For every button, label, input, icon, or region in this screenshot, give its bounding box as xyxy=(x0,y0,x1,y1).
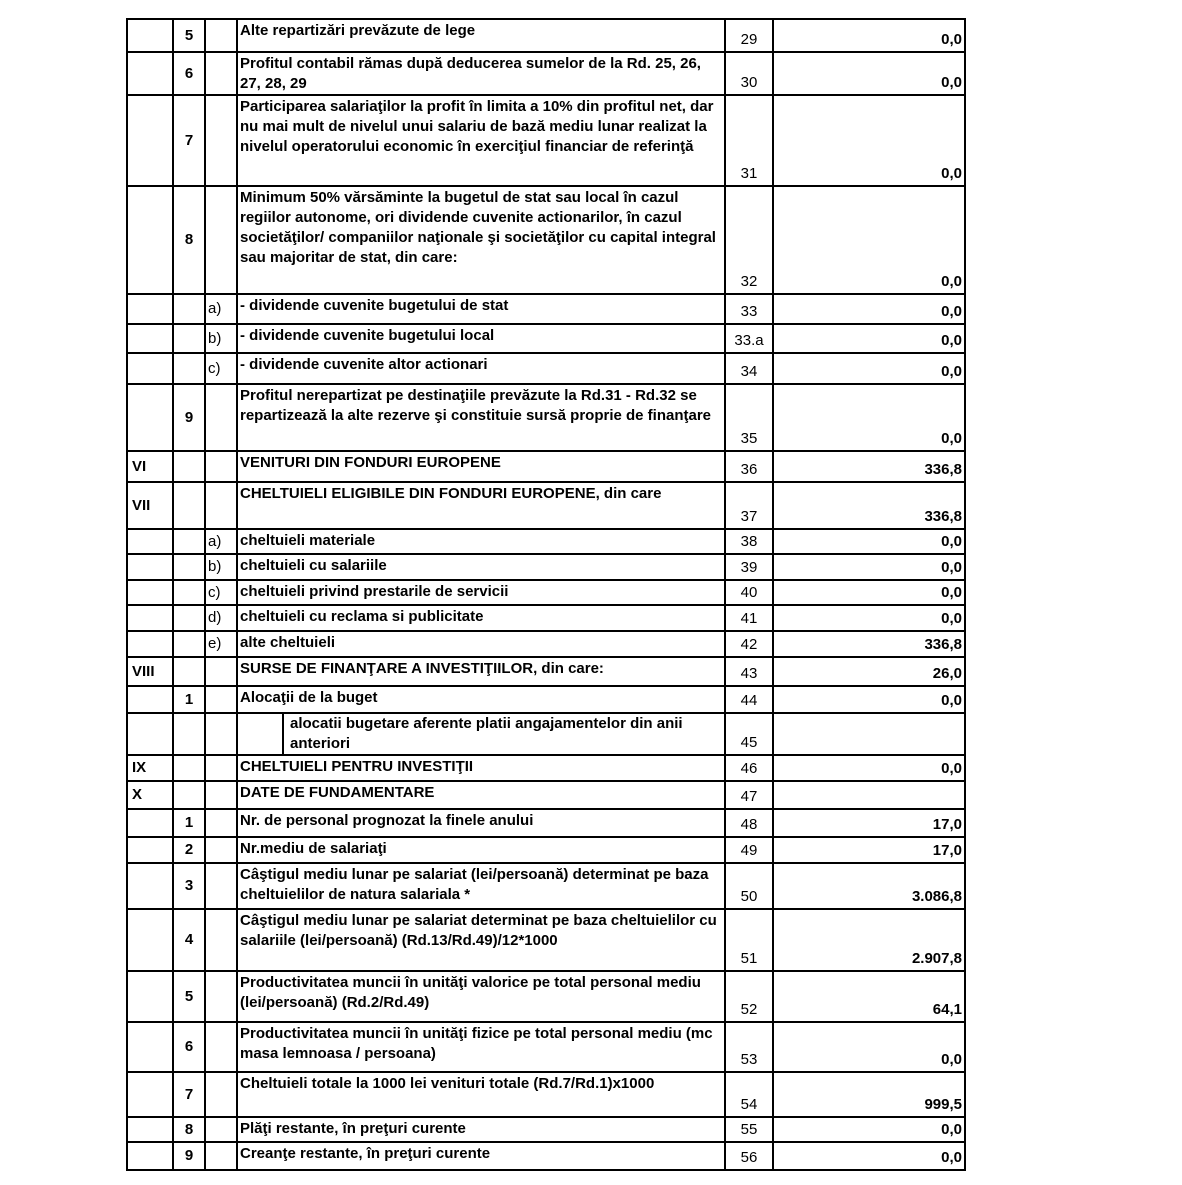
table-row xyxy=(127,554,965,580)
section-roman-cell: VII xyxy=(127,482,173,529)
section-roman-cell xyxy=(127,294,173,324)
table-row xyxy=(127,686,965,713)
value-cell: 0,0 xyxy=(773,324,965,353)
description-cell: - dividende cuvenite altor actionari xyxy=(237,353,725,384)
table-row xyxy=(127,1022,965,1072)
value-cell: 0,0 xyxy=(773,353,965,384)
table-row xyxy=(127,909,965,971)
table-row xyxy=(127,324,965,353)
description-cell: Participarea salariaţilor la profit în limita a 10% din profitul net, dar nu mai mult de nivelul unui salariu de bază mediu lunar realizat la nivelul operatorului economic în exerciţiul financiar de referinţă xyxy=(237,95,725,186)
item-number-cell xyxy=(173,580,205,605)
row-code-cell: 44 xyxy=(725,686,773,713)
description-cell: Profitul nerepartizat pe destinaţiile prevăzute la Rd.31 - Rd.32 se repartizează la alte rezerve şi constituie sursă proprie de finanţare xyxy=(237,384,725,451)
section-roman-cell xyxy=(127,1072,173,1117)
item-letter-cell: c) xyxy=(205,353,237,384)
description-cell: Creanţe restante, în preţuri curente xyxy=(237,1142,725,1170)
section-roman-cell xyxy=(127,1117,173,1142)
value-cell: 2.907,8 xyxy=(773,909,965,971)
section-roman-cell xyxy=(127,631,173,657)
table-row xyxy=(127,971,965,1022)
table-row xyxy=(127,529,965,554)
item-letter-cell xyxy=(205,1142,237,1170)
value-cell: 0,0 xyxy=(773,52,965,95)
section-roman-cell xyxy=(127,529,173,554)
section-roman-cell xyxy=(127,186,173,294)
description-cell: cheltuieli privind prestarile de servicii xyxy=(237,580,725,605)
section-roman-cell xyxy=(127,52,173,95)
item-number-cell: 6 xyxy=(173,1022,205,1072)
description-cell: alte cheltuieli xyxy=(237,631,725,657)
item-number-cell: 1 xyxy=(173,809,205,837)
table-row xyxy=(127,52,965,95)
row-code-cell: 46 xyxy=(725,755,773,781)
section-roman-cell xyxy=(127,605,173,631)
value-cell xyxy=(773,781,965,809)
item-number-cell xyxy=(173,605,205,631)
item-letter-cell xyxy=(205,863,237,909)
section-roman-cell xyxy=(127,324,173,353)
value-cell: 0,0 xyxy=(773,384,965,451)
item-number-cell xyxy=(173,294,205,324)
value-cell: 0,0 xyxy=(773,580,965,605)
row-code-cell: 33 xyxy=(725,294,773,324)
section-roman-cell xyxy=(127,1142,173,1170)
description-cell: Alocaţii de la buget xyxy=(237,686,725,713)
section-roman-cell xyxy=(127,95,173,186)
table-row xyxy=(127,95,965,186)
item-number-cell: 8 xyxy=(173,1117,205,1142)
section-roman-cell xyxy=(127,971,173,1022)
row-code-cell: 53 xyxy=(725,1022,773,1072)
section-roman-cell xyxy=(127,713,173,755)
table-row xyxy=(127,580,965,605)
description-cell: Productivitatea muncii în unităţi fizice pe total personal mediu (mc masa lemnoasa / persoana) xyxy=(237,1022,725,1072)
item-letter-cell xyxy=(205,1022,237,1072)
row-code-cell: 52 xyxy=(725,971,773,1022)
value-cell: 3.086,8 xyxy=(773,863,965,909)
item-number-cell xyxy=(173,631,205,657)
item-letter-cell xyxy=(205,713,237,755)
section-roman-cell xyxy=(127,863,173,909)
section-roman-cell: VI xyxy=(127,451,173,482)
value-cell: 0,0 xyxy=(773,294,965,324)
item-number-cell xyxy=(173,713,205,755)
table-row xyxy=(127,837,965,863)
row-code-cell: 43 xyxy=(725,657,773,686)
budget-table xyxy=(126,18,966,1171)
table-row xyxy=(127,755,965,781)
item-letter-cell xyxy=(205,384,237,451)
description-cell: CHELTUIELI ELIGIBILE DIN FONDURI EUROPENE, din care xyxy=(237,482,725,529)
row-code-cell: 30 xyxy=(725,52,773,95)
value-cell: 999,5 xyxy=(773,1072,965,1117)
table-row xyxy=(127,863,965,909)
row-code-cell: 47 xyxy=(725,781,773,809)
item-letter-cell xyxy=(205,909,237,971)
table-row xyxy=(127,809,965,837)
description-cell: cheltuieli cu salariile xyxy=(237,554,725,580)
section-roman-cell xyxy=(127,837,173,863)
item-number-cell: 5 xyxy=(173,19,205,52)
value-cell: 17,0 xyxy=(773,809,965,837)
item-number-cell: 4 xyxy=(173,909,205,971)
description-cell: Alte repartizări prevăzute de lege xyxy=(237,19,725,52)
value-cell: 0,0 xyxy=(773,605,965,631)
row-code-cell: 37 xyxy=(725,482,773,529)
item-letter-cell: a) xyxy=(205,529,237,554)
value-cell: 0,0 xyxy=(773,186,965,294)
item-letter-cell: d) xyxy=(205,605,237,631)
section-roman-cell xyxy=(127,554,173,580)
description-cell: Câştigul mediu lunar pe salariat (lei/persoană) determinat pe baza cheltuielilor de natura salariala * xyxy=(237,863,725,909)
row-code-cell: 42 xyxy=(725,631,773,657)
table-row xyxy=(127,353,965,384)
description-cell: Nr. de personal prognozat la finele anului xyxy=(237,809,725,837)
value-cell: 336,8 xyxy=(773,631,965,657)
table-row xyxy=(127,713,965,755)
description-cell: VENITURI DIN FONDURI EUROPENE xyxy=(237,451,725,482)
item-letter-cell: a) xyxy=(205,294,237,324)
indent-spacer xyxy=(238,714,284,754)
row-code-cell: 34 xyxy=(725,353,773,384)
row-code-cell: 40 xyxy=(725,580,773,605)
item-letter-cell xyxy=(205,971,237,1022)
section-roman-cell xyxy=(127,686,173,713)
description-cell: DATE DE FUNDAMENTARE xyxy=(237,781,725,809)
item-number-cell: 2 xyxy=(173,837,205,863)
item-letter-cell xyxy=(205,657,237,686)
row-code-cell: 32 xyxy=(725,186,773,294)
value-cell xyxy=(773,713,965,755)
table-row xyxy=(127,384,965,451)
item-letter-cell: b) xyxy=(205,324,237,353)
section-roman-cell xyxy=(127,384,173,451)
row-code-cell: 29 xyxy=(725,19,773,52)
sub-description xyxy=(238,714,724,754)
table-row xyxy=(127,1142,965,1170)
description-cell: Minimum 50% vărsăminte la bugetul de stat sau local în cazul regiilor autonome, ori dividende cuvenite actionarilor, în cazul societăţilor/ companiilor naţionale şi societăţilor cu capital integral sau majoritar de stat, din care: xyxy=(237,186,725,294)
item-number-cell: 6 xyxy=(173,52,205,95)
value-cell: 0,0 xyxy=(773,686,965,713)
row-code-cell: 41 xyxy=(725,605,773,631)
value-cell: 0,0 xyxy=(773,19,965,52)
description-text: alocatii bugetare aferente platii angajamentelor din anii anteriori xyxy=(290,715,683,752)
table-row xyxy=(127,451,965,482)
row-code-cell: 50 xyxy=(725,863,773,909)
item-letter-cell xyxy=(205,1072,237,1117)
item-number-cell: 9 xyxy=(173,1142,205,1170)
value-cell: 0,0 xyxy=(773,95,965,186)
table-row xyxy=(127,657,965,686)
description-cell: SURSE DE FINANŢARE A INVESTIŢIILOR, din care: xyxy=(237,657,725,686)
value-cell: 0,0 xyxy=(773,1142,965,1170)
description-cell: Cheltuieli totale la 1000 lei venituri totale (Rd.7/Rd.1)x1000 xyxy=(237,1072,725,1117)
item-number-cell xyxy=(173,554,205,580)
section-roman-cell: VIII xyxy=(127,657,173,686)
section-roman-cell: IX xyxy=(127,755,173,781)
value-cell: 0,0 xyxy=(773,1022,965,1072)
budget-table-body xyxy=(127,19,965,1170)
item-letter-cell xyxy=(205,781,237,809)
value-cell: 0,0 xyxy=(773,1117,965,1142)
row-code-cell: 38 xyxy=(725,529,773,554)
table-row xyxy=(127,294,965,324)
item-number-cell xyxy=(173,657,205,686)
value-cell: 0,0 xyxy=(773,755,965,781)
item-letter-cell xyxy=(205,1117,237,1142)
value-cell: 64,1 xyxy=(773,971,965,1022)
section-roman-cell xyxy=(127,809,173,837)
table-row xyxy=(127,1117,965,1142)
row-code-cell: 49 xyxy=(725,837,773,863)
value-cell: 336,8 xyxy=(773,451,965,482)
row-code-cell: 55 xyxy=(725,1117,773,1142)
item-letter-cell xyxy=(205,809,237,837)
item-number-cell xyxy=(173,781,205,809)
item-number-cell: 9 xyxy=(173,384,205,451)
item-number-cell: 1 xyxy=(173,686,205,713)
section-roman-cell xyxy=(127,1022,173,1072)
table-row xyxy=(127,631,965,657)
section-roman-cell: X xyxy=(127,781,173,809)
description-cell: Profitul contabil rămas după deducerea sumelor de la Rd. 25, 26, 27, 28, 29 xyxy=(237,52,725,95)
table-row xyxy=(127,1072,965,1117)
item-letter-cell xyxy=(205,52,237,95)
row-code-cell: 36 xyxy=(725,451,773,482)
item-number-cell xyxy=(173,451,205,482)
section-roman-cell xyxy=(127,909,173,971)
value-cell: 0,0 xyxy=(773,529,965,554)
value-cell: 17,0 xyxy=(773,837,965,863)
item-letter-cell xyxy=(205,186,237,294)
item-letter-cell xyxy=(205,482,237,529)
row-code-cell: 45 xyxy=(725,713,773,755)
item-letter-cell xyxy=(205,95,237,186)
table-row xyxy=(127,482,965,529)
table-row xyxy=(127,19,965,52)
item-number-cell xyxy=(173,353,205,384)
item-number-cell xyxy=(173,755,205,781)
item-number-cell: 8 xyxy=(173,186,205,294)
row-code-cell: 33.a xyxy=(725,324,773,353)
item-letter-cell: b) xyxy=(205,554,237,580)
description-cell: cheltuieli materiale xyxy=(237,529,725,554)
description-cell: Câştigul mediu lunar pe salariat determinat pe baza cheltuielilor cu salariile (lei/persoană) (Rd.13/Rd.49)/12*1000 xyxy=(237,909,725,971)
table-row xyxy=(127,605,965,631)
section-roman-cell xyxy=(127,19,173,52)
row-code-cell: 39 xyxy=(725,554,773,580)
row-code-cell: 35 xyxy=(725,384,773,451)
item-number-cell: 3 xyxy=(173,863,205,909)
row-code-cell: 51 xyxy=(725,909,773,971)
item-number-cell xyxy=(173,482,205,529)
description-cell: cheltuieli cu reclama si publicitate xyxy=(237,605,725,631)
table-row xyxy=(127,781,965,809)
description-cell: Nr.mediu de salariaţi xyxy=(237,837,725,863)
row-code-cell: 31 xyxy=(725,95,773,186)
section-roman-cell xyxy=(127,580,173,605)
item-number-cell xyxy=(173,529,205,554)
item-letter-cell xyxy=(205,19,237,52)
value-cell: 0,0 xyxy=(773,554,965,580)
description-cell xyxy=(237,713,725,755)
description-cell: - dividende cuvenite bugetului de stat xyxy=(237,294,725,324)
item-number-cell: 7 xyxy=(173,1072,205,1117)
description-cell: - dividende cuvenite bugetului local xyxy=(237,324,725,353)
row-code-cell: 48 xyxy=(725,809,773,837)
item-number-cell: 5 xyxy=(173,971,205,1022)
item-number-cell: 7 xyxy=(173,95,205,186)
item-letter-cell xyxy=(205,686,237,713)
item-letter-cell: c) xyxy=(205,580,237,605)
item-number-cell xyxy=(173,324,205,353)
value-cell: 336,8 xyxy=(773,482,965,529)
row-code-cell: 54 xyxy=(725,1072,773,1117)
description-cell: CHELTUIELI PENTRU INVESTIŢII xyxy=(237,755,725,781)
description-cell: Plăţi restante, în preţuri curente xyxy=(237,1117,725,1142)
section-roman-cell xyxy=(127,353,173,384)
item-letter-cell xyxy=(205,755,237,781)
value-cell: 26,0 xyxy=(773,657,965,686)
item-letter-cell xyxy=(205,837,237,863)
item-letter-cell xyxy=(205,451,237,482)
table-row xyxy=(127,186,965,294)
row-code-cell: 56 xyxy=(725,1142,773,1170)
description-cell: Productivitatea muncii în unităţi valorice pe total personal mediu (lei/persoană) (Rd.2/Rd.49) xyxy=(237,971,725,1022)
item-letter-cell: e) xyxy=(205,631,237,657)
